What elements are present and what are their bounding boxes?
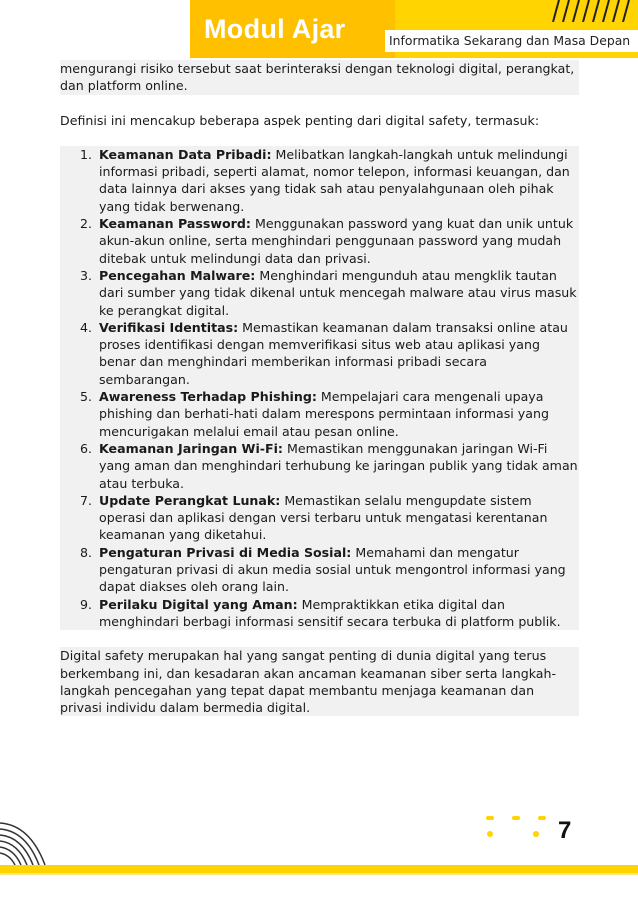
list-item-term: Keamanan Jaringan Wi-Fi: [99,440,283,456]
aspect-list [60,146,579,630]
list-item-term: Pengaturan Privasi di Media Sosial: [99,544,352,560]
module-title: Modul Ajar [204,14,346,44]
list-item-text: Menggunakan password yang kuat dan unik untuk akun-akun online, serta menghindari penggunaan password yang mudah ditebak untuk melindungi data dan privasi. [99,216,574,266]
page-number: 7 [558,817,572,844]
list-item-number: 8. [80,544,93,560]
list-item-number: 7. [80,492,93,508]
conclusion-paragraph: Digital safety merupakan hal yang sangat penting di dunia digital yang terus berkembang ini, dan kesadaran akan ancaman keamanan siber serta langkah-langkah pencegahan yang tepat dapat membantu menjaga keamanan dan privasi individu dalam bermedia digital. [60,647,579,716]
diagonal-lines-icon [545,0,638,22]
list-item-number: 6. [80,440,93,456]
list-item-text: Mempelajari cara mengenali upaya phishing dan berhati-hati dalam merespons permintaan informasi yang mencurigakan melalui email atau pesan online. [99,389,549,439]
dots-pattern-icon [484,812,556,842]
list-item-term: Perilaku Digital yang Aman: [99,596,298,612]
page-content [60,60,579,716]
footer-bar [0,865,638,873]
footer-bar-light [0,873,638,875]
list-item-text: Melibatkan langkah-langkah untuk melindungi informasi pribadi, seperti alamat, nomor telepon, informasi keuangan, dan data lainnya dari akses yang tidak sah atau penyalahgunaan oleh pihak yang tidak berwenang. [99,146,570,214]
list-item-text: Memastikan menggunakan jaringan Wi-Fi yang aman dan menghindari terhubung ke jaringan publik yang tidak aman atau terbuka. [99,440,578,491]
curved-lines-icon [0,815,60,865]
list-item-text: Menghindari mengunduh atau mengklik tautan dari sumber yang tidak dikenal untuk mencegah malware atau virus masuk ke perangkat digital. [99,267,577,318]
list-item-number: 9. [80,596,93,612]
list-item-term: Keamanan Password: [99,216,251,232]
list-item-term: Verifikasi Identitas: [99,319,239,335]
list-item [60,492,579,544]
list-item [60,319,579,388]
list-item-term: Update Perangkat Lunak: [99,492,281,508]
list-item-number: 1. [80,146,93,162]
list-item-number: 2. [80,216,93,232]
list-item [60,544,579,596]
list-item [60,388,579,440]
list-item-term: Keamanan Data Pribadi: [99,146,272,162]
list-item-text: Mempraktikkan etika digital dan menghindari berbagi informasi sensitif secara terbuka di platform publik. [99,596,561,629]
list-item-term: Pencegahan Malware: [99,267,256,283]
intro-paragraph: mengurangi risiko tersebut saat berinteraksi dengan teknologi digital, perangkat, dan platform online. [60,60,579,95]
page-header [0,0,638,58]
list-item [60,267,579,319]
list-item [60,215,579,267]
list-item-text: Memastikan selalu mengupdate sistem operasi dan aplikasi dengan versi terbaru untuk mengatasi kerentanan keamanan yang diketahui. [99,492,548,543]
list-item [60,146,579,215]
list-item [60,440,579,492]
module-subtitle: Informatika Sekarang dan Masa Depan [385,30,638,52]
list-item-text: Memahami dan mengatur pengaturan privasi di akun media sosial untuk mengontrol informasi yang dapat diakses oleh orang lain. [99,544,566,595]
definition-lead: Definisi ini mencakup beberapa aspek penting dari digital safety, termasuk: [60,112,540,128]
list-item-term: Awareness Terhadap Phishing: [99,389,317,405]
list-item-number: 5. [80,389,93,405]
list-item-number: 3. [80,267,93,283]
list-item-number: 4. [80,319,93,335]
list-item [60,596,579,631]
list-item-text: Memastikan keamanan dalam transaksi online atau proses identifikasi dengan memverifikasi situs web atau aplikasi yang benar dan menghindari memberikan informasi pribadi secara sembarangan. [99,319,568,387]
